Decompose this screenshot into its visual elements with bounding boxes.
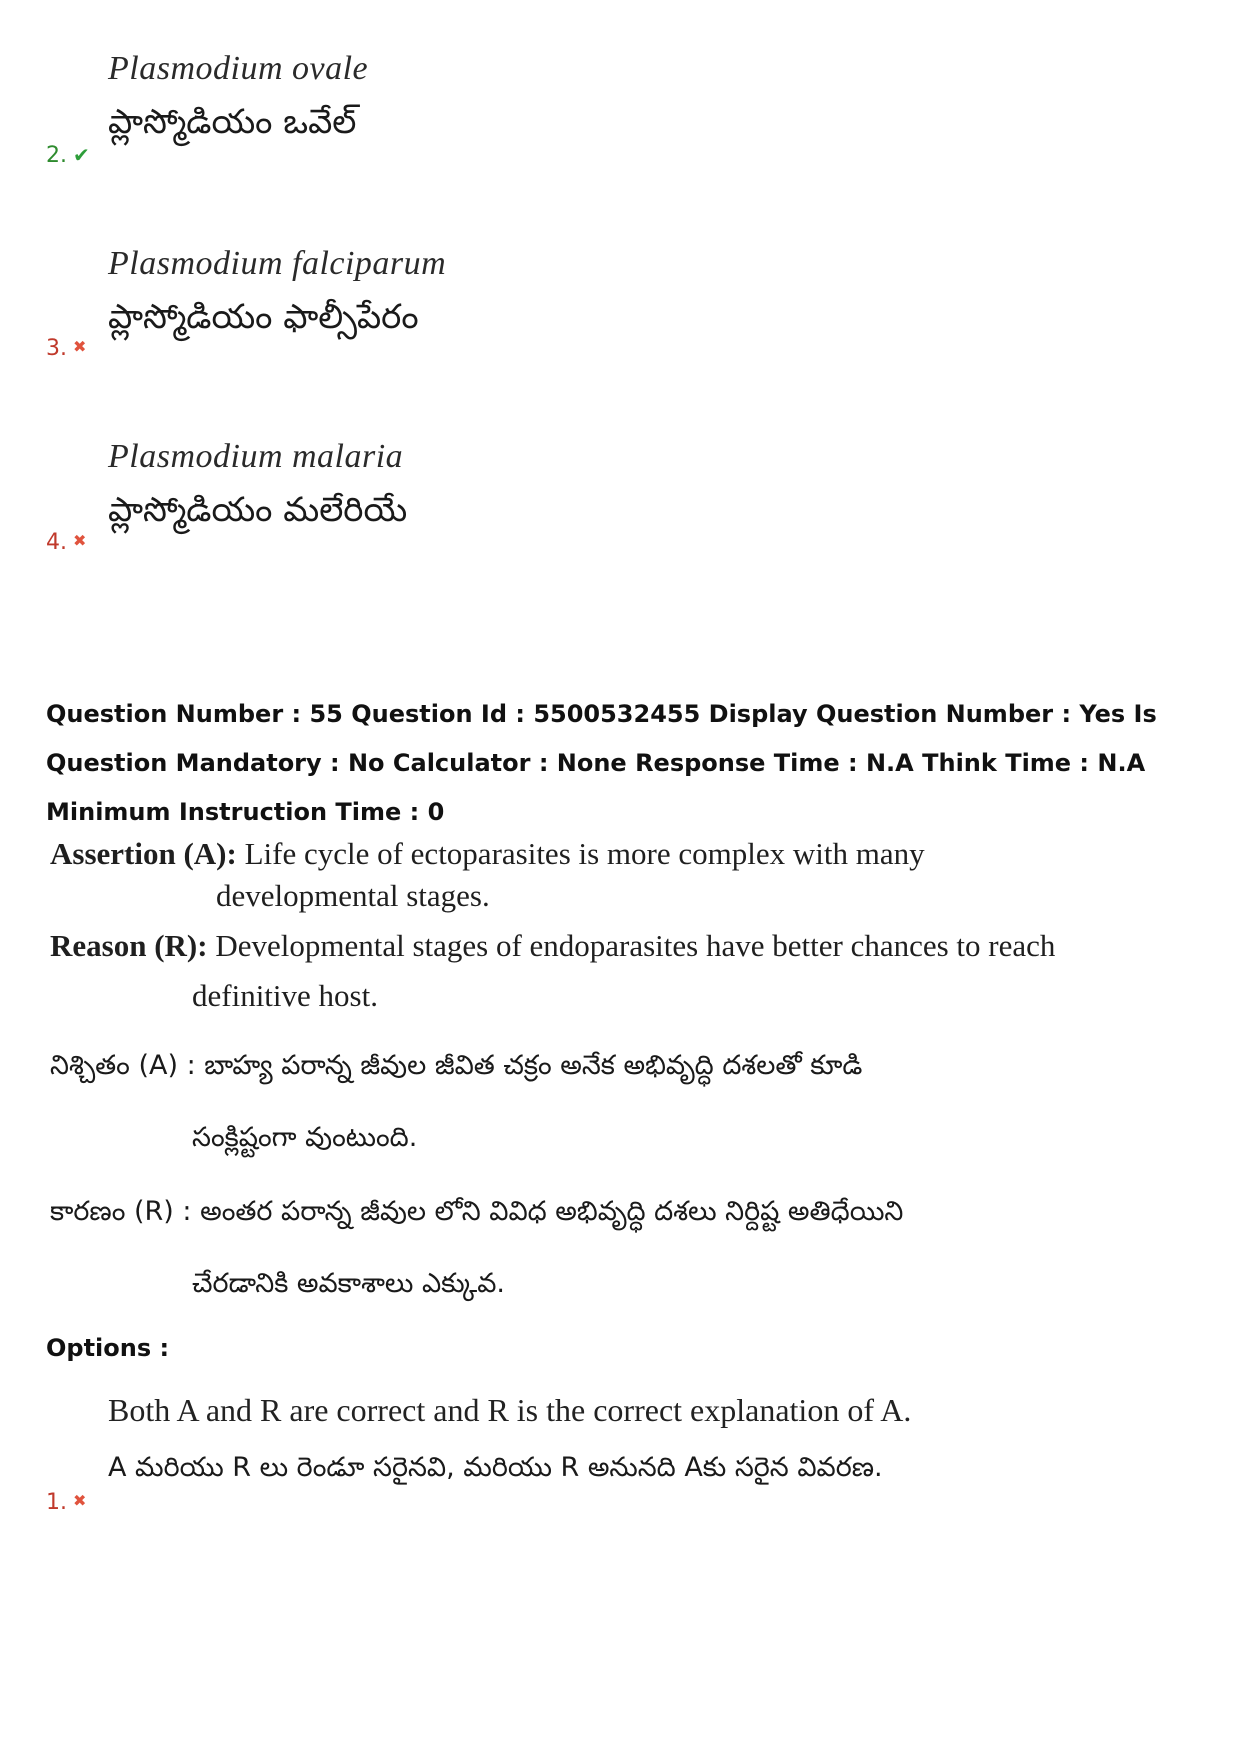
- assertion-line-1: [50, 836, 925, 872]
- reason-label: Reason (R):: [50, 928, 208, 963]
- option-number: [46, 1490, 86, 1515]
- option-text-telugu: ప్లాస్మోడియం మలేరియే: [108, 490, 408, 530]
- reason-line-1: [50, 928, 1055, 964]
- telugu-reason-text: అంతర పరాన్న జీవుల లోని వివిధ అభివృద్ధి దశలు నిర్దిష్ట అతిధేయిని: [200, 1196, 904, 1227]
- option-number-label: 4.: [46, 530, 67, 555]
- option-content: [108, 438, 407, 538]
- option-text-telugu: ప్లాస్మోడియం ఫాల్సీపేరం: [108, 297, 419, 337]
- assertion-text: Life cycle of ectoparasites is more complex with many: [244, 836, 925, 871]
- telugu-assertion-line-2: సంక్లిష్టంగా వుంటుంది.: [192, 1122, 418, 1153]
- option-text-english: Both A and R are correct and R is the correct explanation of A.: [108, 1392, 912, 1428]
- telugu-assertion-line-1: [50, 1050, 862, 1088]
- telugu-assertion-text: బాహ్య పరాన్న జీవుల జీవిత చక్రం అనేక అభివృద్ధి దశలతో కూడి: [204, 1050, 863, 1081]
- cross-icon: ✖: [73, 337, 87, 356]
- option-text-english: Plasmodium falciparum: [108, 245, 447, 282]
- option-number: [46, 336, 86, 361]
- option-content: [108, 50, 368, 150]
- option-text-telugu: A మరియు R లు రెండూ సరైనవి, మరియు R అనునది Aకు సరైన వివరణ.: [108, 1452, 883, 1483]
- option-number-label: 2.: [46, 143, 67, 168]
- reason-line-2: definitive host.: [192, 978, 378, 1013]
- telugu-assertion-label: నిశ్చితం (A) :: [50, 1050, 196, 1081]
- option-text-english: Plasmodium ovale: [108, 50, 369, 87]
- option-number: [46, 143, 90, 168]
- cross-icon: ✖: [73, 1491, 87, 1510]
- option-text-telugu: ప్లాస్మోడియం ఒవేల్: [108, 102, 357, 142]
- cross-icon: ✖: [73, 531, 87, 550]
- option-number-label: 1.: [46, 1490, 67, 1515]
- option-number: [46, 530, 86, 555]
- option-number-label: 3.: [46, 336, 67, 361]
- reason-text: Developmental stages of endoparasites have better chances to reach: [215, 928, 1056, 963]
- telugu-reason-label: కారణం (R) :: [50, 1196, 192, 1227]
- question-meta: Question Number : 55 Question Id : 5500532455 Display Question Number : Yes Is Question Mandatory : No Calculator : None Response Time : N.A Think Time : N.A Minimum Instruction Time : 0: [46, 700, 1157, 826]
- telugu-reason-line-1: [50, 1196, 903, 1234]
- assertion-label: Assertion (A):: [50, 836, 237, 871]
- check-icon: ✔: [73, 143, 90, 167]
- assertion-line-2: developmental stages.: [216, 878, 490, 913]
- telugu-reason-line-2: చేరడానికి అవకాశాలు ఎక్కువ.: [192, 1268, 505, 1299]
- option-content: [108, 245, 446, 345]
- options-heading: Options :: [46, 1334, 170, 1362]
- option-text-english: Plasmodium malaria: [108, 438, 404, 475]
